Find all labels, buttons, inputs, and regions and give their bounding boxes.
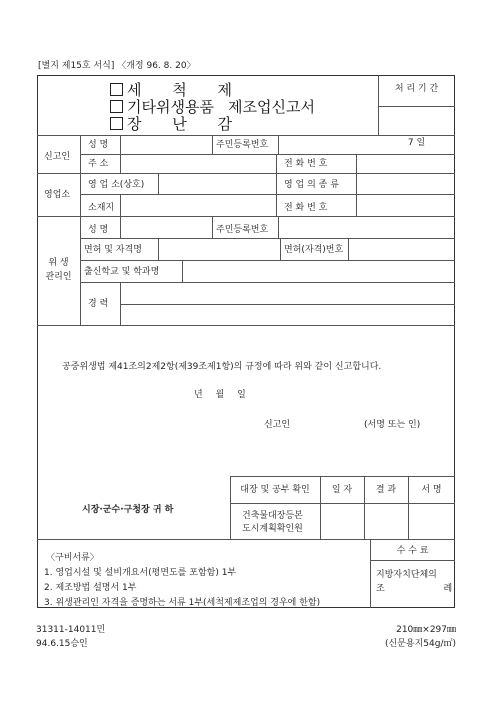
manager-section-label-2: 관리인 xyxy=(45,272,72,282)
documents-item-3: 3. 위생관리인 자격을 증명하는 서류 1부(세척제제조업의 경우에 한함) xyxy=(44,598,321,608)
manager-license-no-label: 면허(자격)번호 xyxy=(284,245,344,255)
fee-line-2: 조 례 xyxy=(376,584,481,594)
checkbox-toys[interactable] xyxy=(110,117,123,130)
documents-title: 〈구비서류〉 xyxy=(46,553,99,563)
declaration-text: 공중위생법 제41조의2제2항(제39조제1항)의 규정에 따라 위와 같이 신고합니다. xyxy=(62,362,382,372)
footer-paper: (신문용지54g/㎡) xyxy=(385,639,456,649)
manager-rrn-label: 주민등록번호 xyxy=(216,225,269,235)
applicant-name-label: 성 명 xyxy=(88,140,109,150)
title-option-hygiene-products[interactable]: 기타위생용품 xyxy=(110,99,214,116)
verification-building-register: 건축물대장등본 xyxy=(242,511,303,521)
fee-line-1: 지방자치단체의 xyxy=(376,570,437,580)
verification-urban-plan: 도시계획확인원 xyxy=(242,524,303,534)
documents-item-1: 1. 영업시설 및 설비개요서(평면도를 포함함) 1부 xyxy=(44,568,237,578)
business-location-label: 소재지 xyxy=(88,203,115,213)
manager-school-label: 출신학교 및 학과명 xyxy=(84,267,160,277)
business-name-label: 영 업 소(상호) xyxy=(88,180,145,190)
verification-col-sign: 서 명 xyxy=(421,485,442,495)
declaration-signer-label: 신고인 xyxy=(264,420,291,430)
verification-col-docs: 대장 및 공부 확인 xyxy=(240,485,310,495)
checkbox-hygiene-products[interactable] xyxy=(110,100,123,113)
processing-period-value: 7 일 xyxy=(407,138,426,148)
form-number: [별지 제15호 서식] 〈개정 96. 8. 20〉 xyxy=(38,61,196,71)
applicant-address-label: 주 소 xyxy=(88,159,109,169)
verification-col-date: 일 자 xyxy=(331,485,353,495)
title-option-detergent[interactable]: 세 척 제 xyxy=(110,82,245,99)
manager-license-label: 면허 및 자격명 xyxy=(84,245,142,255)
applicant-section-label: 신고인 xyxy=(44,152,71,162)
processing-period-label: 처 리 기 간 xyxy=(394,84,439,94)
manager-section-label-1: 위 생 xyxy=(48,258,69,268)
footer-size: 210㎜×297㎜ xyxy=(396,625,456,635)
documents-item-2: 2. 제조방법 설명서 1부 xyxy=(44,583,137,593)
title-suffix: 제조업신고서 xyxy=(228,98,315,116)
manager-name-label: 성 명 xyxy=(88,225,109,235)
business-section-label: 영업소 xyxy=(44,190,71,200)
declaration-sign-note: (서명 또는 인) xyxy=(364,420,421,430)
addressee: 시장·군수·구청장 귀 하 xyxy=(82,505,174,515)
manager-career-label: 경 력 xyxy=(88,299,109,309)
footer-approval: 94.6.15승인 xyxy=(36,639,88,649)
applicant-rrn-label: 주민등록번호 xyxy=(216,140,269,150)
fee-label: 수 수 료 xyxy=(396,546,429,556)
business-phone-label: 전 화 번 호 xyxy=(284,203,328,213)
title-option-toys[interactable]: 장 난 감 xyxy=(110,116,245,133)
declaration-date: 년 월 일 xyxy=(194,390,251,400)
verification-col-result: 결 과 xyxy=(375,485,397,495)
applicant-phone-label: 전 화 번 호 xyxy=(284,159,328,169)
footer-code: 31311-14011민 xyxy=(36,625,106,635)
checkbox-detergent[interactable] xyxy=(110,83,123,96)
business-type-label: 영 업 의 종 류 xyxy=(284,180,339,190)
